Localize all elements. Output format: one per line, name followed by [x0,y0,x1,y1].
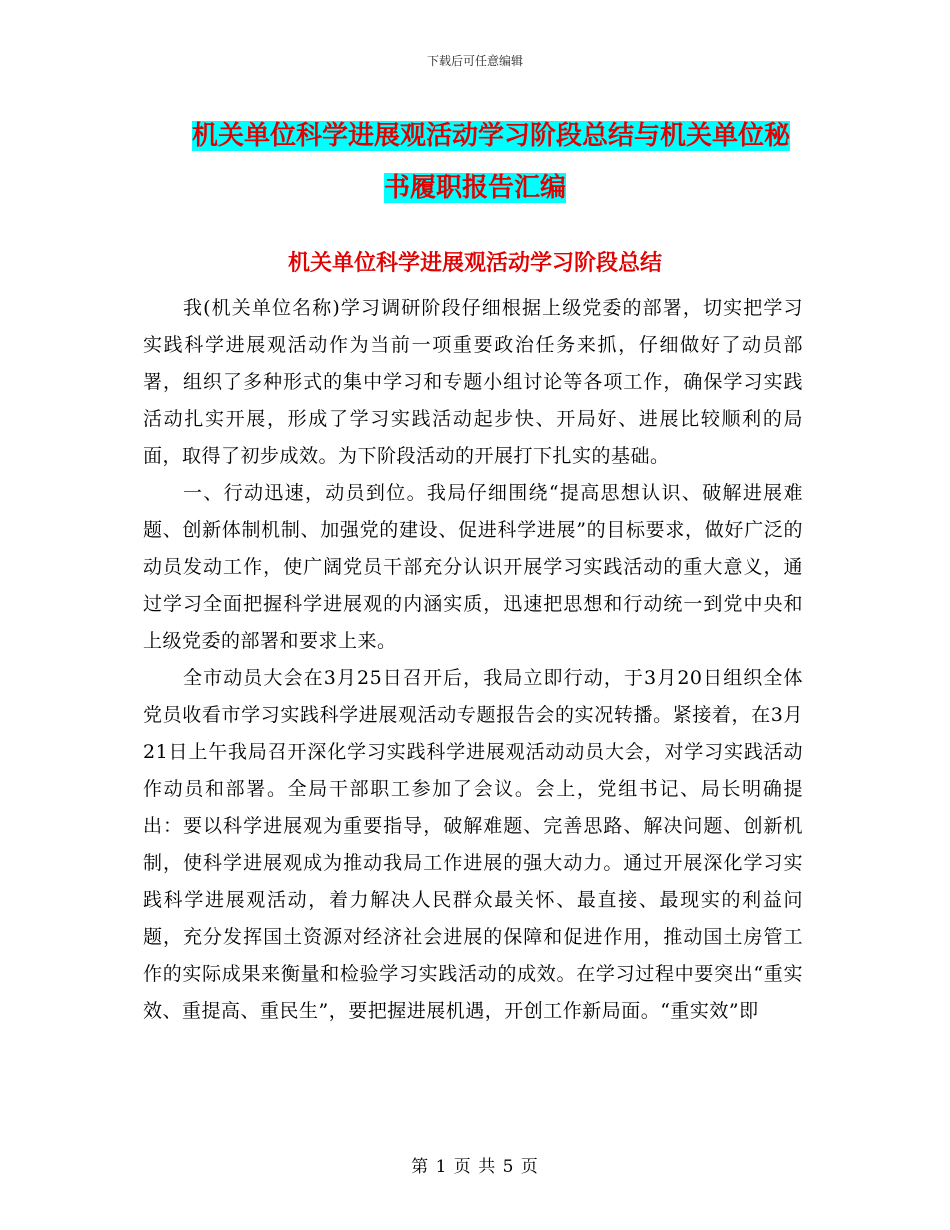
paragraph: 我(机关单位名称)学习调研阶段仔细根据上级党委的部署，切实把学习实践科学进展观活动作为当前一项重要政治任务来抓，仔细做好了动员部署，组织了多种形式的集中学习和专题小组讨论等各项工作，确保学习实践活动扎实开展，形成了学习实践活动起步快、开局好、进展比较顺利的局面，取得了初步成效。为下阶段活动的开展打下扎实的基础。 [143,297,803,467]
body-text [143,290,803,1030]
title-line-2: 书履职报告汇编 [383,173,566,203]
paragraph: 一、行动迅速，动员到位。我局仔细围绕“提高思想认识、破解进展难题、创新体制机制、加强党的建设、促进科学进展”的目标要求，做好广泛的动员发动工作，使广阔党员干部充分认识开展学习实践活动的重大意义，通过学习全面把握科学进展观的内涵实质，迅速把思想和行动统一到党中央和上级党委的部署和要求上来。 [143,482,803,652]
document-title [140,110,810,214]
title-line-1: 机关单位科学进展观活动学习阶段总结与机关单位秘 [192,121,791,151]
paragraph: 全市动员大会在3月25日召开后，我局立即行动，于3月20日组织全体党员收看市学习实践科学进展观活动专题报告会的实况转播。紧接着，在3月21日上午我局召开深化学习实践科学进展观活动动员大会，对学习实践活动作动员和部署。全局干部职工参加了会议。会上，党组书记、局长明确提出：要以科学进展观为重要指导，破解难题、完善思路、解决问题、创新机制，使科学进展观成为推动我局工作进展的强大动力。通过开展深化学习实践科学进展观活动，着力解决人民群众最关怀、最直接、最现实的利益问题，充分发挥国土资源对经济社会进展的保障和促进作用，推动国土房管工作的实际成果来衡量和检验学习实践活动的成效。在学习过程中要突出“重实效、重提高、重民生”，要把握进展机遇，开创工作新局面。“重实效”即 [143,667,803,1022]
header-note: 下载后可任意编辑 [426,54,523,68]
page-footer: 第 1 页 共 5 页 [411,1157,539,1177]
section-title: 机关单位科学进展观活动学习阶段总结 [287,251,662,276]
